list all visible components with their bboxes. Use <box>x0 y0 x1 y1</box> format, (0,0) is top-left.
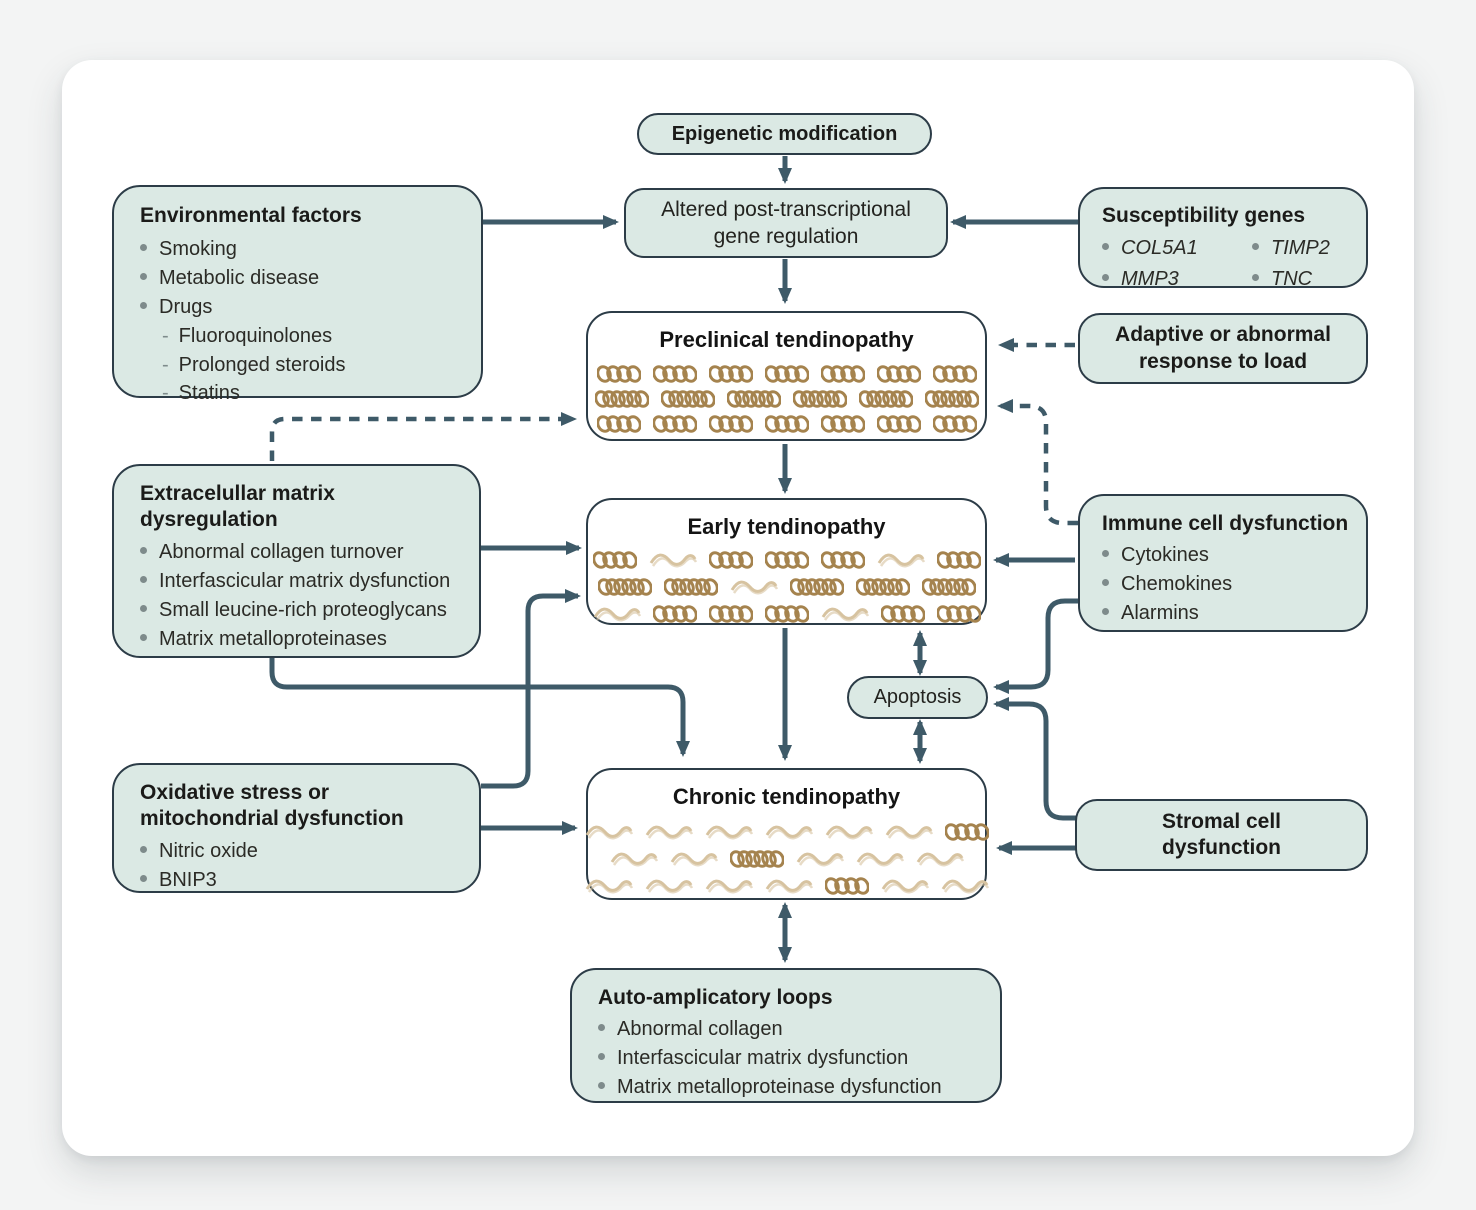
chronic-title: Chronic tendinopathy <box>672 784 901 809</box>
box-early-tendinopathy <box>586 498 987 625</box>
box-ecm-dysregulation <box>112 464 481 658</box>
early-title: Early tendinopathy <box>687 514 886 539</box>
box-auto-amplicatory-loops <box>570 968 1002 1103</box>
box-preclinical-tendinopathy <box>586 311 987 441</box>
list-item: Matrix metalloproteinases <box>140 625 469 654</box>
list-item: Metabolic disease <box>140 264 461 293</box>
list-item: Drugs <box>140 293 461 322</box>
list-item: Abnormal collagen turnover <box>140 538 469 567</box>
list-item: Smoking <box>140 235 461 264</box>
gene-item: TIMP2 <box>1252 234 1350 263</box>
oxidative-title: Oxidative stress or mitochondrial dysfunction <box>140 781 404 831</box>
collagen-graphic-chronic <box>598 822 975 896</box>
list-item: Small leucine-rich proteoglycans <box>140 596 469 625</box>
altered-label: Altered post-transcriptional gene regulation <box>661 197 911 248</box>
preclinical-title: Preclinical tendinopathy <box>659 327 914 352</box>
list-item: Matrix metalloproteinase dysfunction <box>598 1073 986 1102</box>
box-environmental-factors <box>112 185 483 405</box>
list-item: Interfascicular matrix dysfunction <box>598 1044 986 1073</box>
list-item: Chemokines <box>1102 570 1352 599</box>
box-stromal-cell-dysfunction <box>1075 799 1368 871</box>
list-item: Nitric oxide <box>140 837 469 866</box>
list-item: Abnormal collagen <box>598 1015 986 1044</box>
auto-loops-title: Auto-amplicatory loops <box>598 986 833 1009</box>
list-subitem: - Fluoroquinolones <box>140 322 461 350</box>
list-subitem: - Statins <box>140 379 461 407</box>
adaptive-label: Adaptive or abnormal response to load <box>1115 323 1331 373</box>
box-susceptibility-genes <box>1078 187 1368 291</box>
box-immune-cell-dysfunction <box>1078 494 1368 632</box>
gene-item: TNC <box>1252 265 1350 294</box>
list-subitem: - Prolonged steroids <box>140 351 461 379</box>
box-chronic-tendinopathy <box>586 768 987 900</box>
list-item: Cytokines <box>1102 541 1352 570</box>
apoptosis-label: Apoptosis <box>873 686 962 708</box>
environmental-title: Environmental factors <box>140 204 362 227</box>
gene-item: COL5A1 <box>1102 234 1252 263</box>
collagen-graphic-preclinical <box>598 365 975 433</box>
box-apoptosis <box>847 676 988 719</box>
susceptibility-title: Susceptibility genes <box>1102 204 1306 227</box>
list-item: BNIP3 <box>140 866 469 895</box>
collagen-graphic-early <box>598 550 975 624</box>
box-altered-gene-regulation <box>624 188 948 258</box>
box-epigenetic-modification <box>637 113 932 155</box>
stromal-label: Stromal cell dysfunction <box>1161 809 1282 859</box>
list-item: Interfascicular matrix dysfunction <box>140 567 469 596</box>
epigenetic-label: Epigenetic modification <box>671 122 898 145</box>
ecm-title: Extracelullar matrix dysregulation <box>140 482 335 532</box>
box-adaptive-response <box>1078 313 1368 384</box>
immune-title: Immune cell dysfunction <box>1102 512 1349 535</box>
box-oxidative-stress <box>112 763 481 893</box>
gene-item: MMP3 <box>1102 265 1252 294</box>
list-item: Alarmins <box>1102 599 1352 628</box>
